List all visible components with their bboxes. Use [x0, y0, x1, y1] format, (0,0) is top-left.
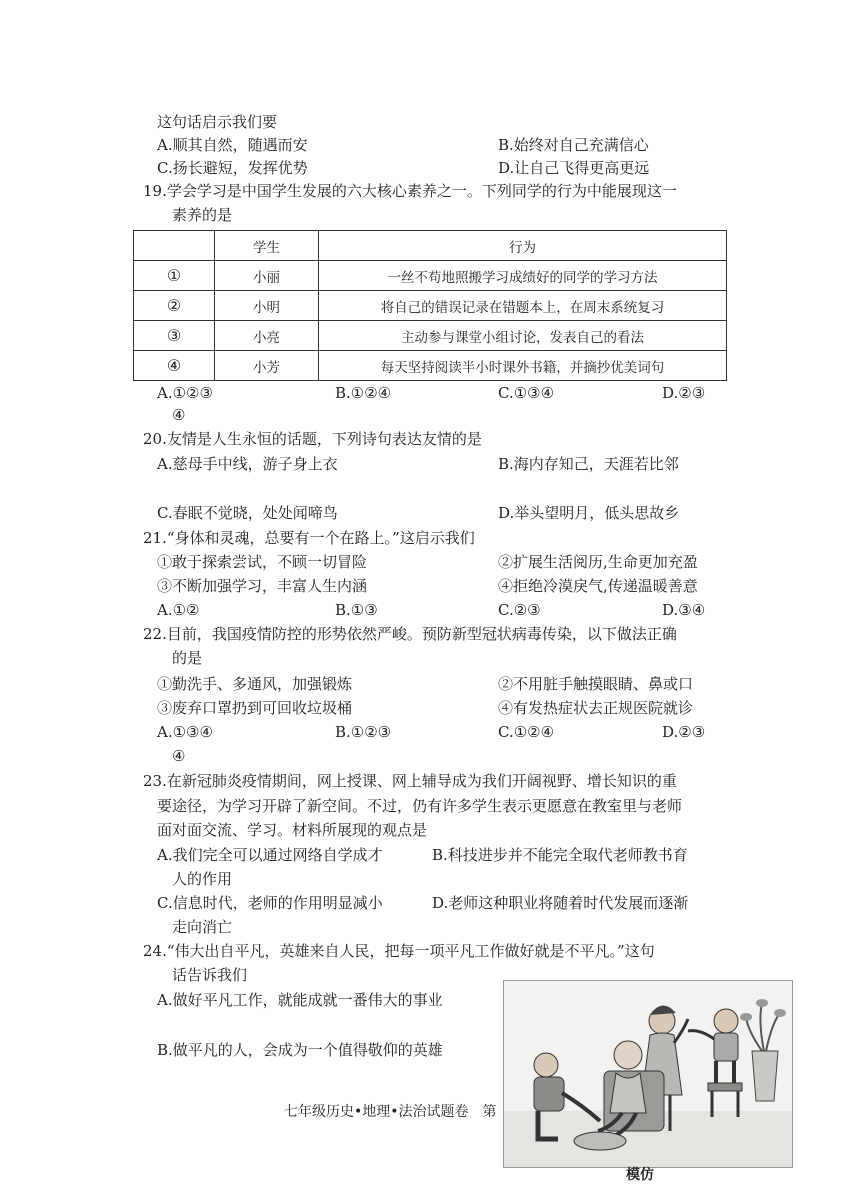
q22-option-d: D.②③ — [662, 723, 706, 741]
q23-option-a: A.我们完全可以通过网络自学成才 — [157, 846, 383, 864]
table-cell-behavior: 将自己的错误记录在错题本上，在周末系统复习 — [319, 291, 727, 321]
table-header-cell: 行为 — [319, 231, 727, 261]
q23-option-b: B.科技进步并不能完全取代老师教书育 — [432, 846, 688, 864]
table-header-cell: 学生 — [215, 231, 319, 261]
q20-option-b: B.海内存知己，天涯若比邻 — [498, 455, 679, 473]
q21-item-4: ④拒绝冷漠戾气,传递温暖善意 — [498, 577, 698, 595]
q21-stem: 21.“身体和灵魂，总要有一个在路上。”这启示我们 — [143, 529, 475, 547]
q23-option-c: C.信息时代，老师的作用明显减小 — [157, 894, 383, 912]
q20-option-d: D.举头望明月，低头思故乡 — [498, 504, 680, 522]
page-footer: 七年级历史•地理•法治试题卷 第 — [284, 1104, 497, 1120]
q22-option-a: A.①③④ — [157, 723, 213, 741]
family-care-cartoon-image — [504, 981, 792, 1167]
q19-option-d-wrap: ④ — [172, 406, 186, 424]
table-cell-behavior: 每天坚持阅读半小时课外书籍，并摘抄优美词句 — [319, 351, 727, 381]
table-cell-number: ③ — [134, 321, 215, 351]
q19-stem-line2: 素养的是 — [172, 206, 233, 224]
q23-option-d: D.老师这种职业将随着时代发展而逐渐 — [432, 894, 689, 912]
q24-stem-line1: 24.“伟大出自平凡，英雄来自人民，把每一项平凡工作做好就是不平凡。”这句 — [143, 942, 655, 960]
q22-stem-line1: 22.目前，我国疫情防控的形势依然严峻。预防新型冠状病毒传染，以下做法正确 — [143, 625, 677, 643]
table-row — [134, 321, 727, 351]
q23-option-b-wrap: 人的作用 — [172, 870, 233, 888]
q19-stem-line1: 19.学会学习是中国学生发展的六大核心素养之一。下列同学的行为中能展现这一 — [143, 182, 677, 200]
q23-stem-line1: 23.在新冠肺炎疫情期间，网上授课、网上辅导成为我们开阔视野、增长知识的重 — [143, 772, 677, 790]
q19-behavior-table — [133, 230, 727, 381]
q18-option-a: A.顺其自然，随遇而安 — [157, 136, 308, 154]
table-cell-number: ② — [134, 291, 215, 321]
q24-option-b: B.做平凡的人，会成为一个值得敬仰的英雄 — [157, 1041, 443, 1059]
q18-option-c: C.扬长避短，发挥优势 — [157, 159, 308, 177]
q18-option-b: B.始终对自己充满信心 — [498, 136, 649, 154]
table-cell-behavior: 主动参与课堂小组讨论，发表自己的看法 — [319, 321, 727, 351]
q23-stem-line2: 要途径，为学习开辟了新空间。不过，仍有许多学生表示更愿意在教室里与老师 — [157, 797, 683, 815]
table-cell-student: 小明 — [215, 291, 319, 321]
q23-option-d-wrap: 走向消亡 — [172, 918, 233, 936]
table-cell-number: ④ — [134, 351, 215, 381]
q21-item-2: ②扩展生活阅历,生命更加充盈 — [498, 553, 698, 571]
table-cell-number: ① — [134, 261, 215, 291]
table-cell-student: 小丽 — [215, 261, 319, 291]
q21-option-a: A.①② — [157, 601, 200, 619]
q18-option-d: D.让自己飞得更高更远 — [498, 159, 650, 177]
q24-option-a: A.做好平凡工作，就能成就一番伟大的事业 — [157, 991, 443, 1009]
table-header-cell — [134, 231, 215, 261]
q19-option-b: B.①②④ — [335, 384, 392, 402]
table-header-row — [134, 231, 727, 261]
q22-item-2: ②不用脏手触摸眼睛、鼻或口 — [498, 675, 694, 693]
table-cell-student: 小芳 — [215, 351, 319, 381]
q20-option-a: A.慈母手中线，游子身上衣 — [157, 455, 338, 473]
q23-stem-line3: 面对面交流、学习。材料所展现的观点是 — [157, 821, 428, 839]
cartoon-illustration — [503, 980, 793, 1168]
q21-option-d: D.③④ — [662, 601, 706, 619]
q22-item-1: ①勤洗手、多通风，加强锻炼 — [157, 675, 353, 693]
q20-stem: 20.友情是人生永恒的话题，下列诗句表达友情的是 — [143, 430, 482, 448]
q24-stem-line2: 话告诉我们 — [172, 966, 248, 984]
q18-stem-tail: 这句话启示我们要 — [157, 113, 278, 131]
table-row — [134, 291, 727, 321]
table-cell-student: 小亮 — [215, 321, 319, 351]
q22-option-d-wrap: ④ — [172, 747, 186, 765]
q22-option-b: B.①②③ — [335, 723, 392, 741]
table-row — [134, 261, 727, 291]
q20-option-c: C.春眠不觉晓，处处闻啼鸟 — [157, 504, 338, 522]
q22-item-3: ③废弃口罩扔到可回收垃圾桶 — [157, 699, 353, 717]
q21-item-3: ③不断加强学习，丰富人生内涵 — [157, 577, 368, 595]
q21-option-c: C.②③ — [498, 601, 541, 619]
table-row — [134, 351, 727, 381]
q22-item-4: ④有发热症状去正规医院就诊 — [498, 699, 694, 717]
q19-option-d: D.②③ — [662, 384, 706, 402]
table-cell-behavior: 一丝不苟地照搬学习成绩好的同学的学习方法 — [319, 261, 727, 291]
q19-option-a: A.①②③ — [157, 384, 213, 402]
q22-option-c: C.①②④ — [498, 723, 555, 741]
q19-option-c: C.①③④ — [498, 384, 555, 402]
q21-option-b: B.①③ — [335, 601, 378, 619]
figure-caption: 模仿 — [626, 1167, 654, 1183]
q21-item-1: ①敢于探索尝试，不顾一切冒险 — [157, 553, 368, 571]
q22-stem-line2: 的是 — [172, 649, 203, 667]
